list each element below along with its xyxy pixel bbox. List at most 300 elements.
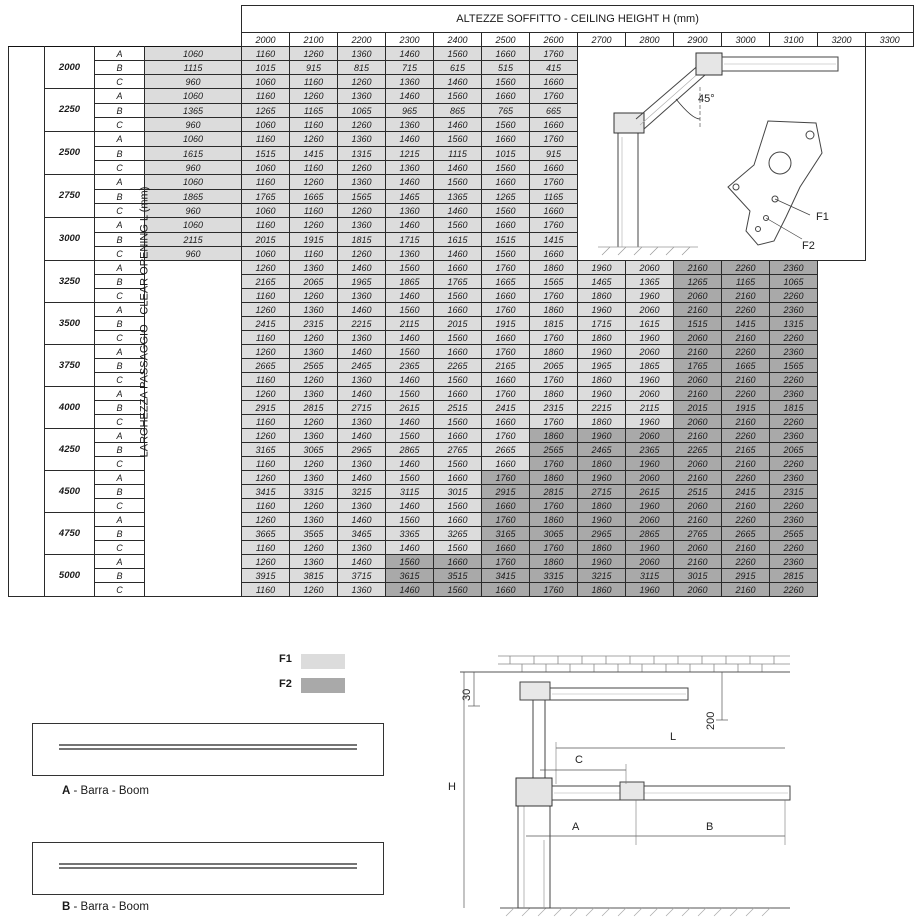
value-cell: 1260 <box>338 204 386 218</box>
value-cell: 1560 <box>482 204 530 218</box>
value-cell: 1260 <box>290 132 338 147</box>
value-cell: 3665 <box>242 527 290 541</box>
value-cell: 2715 <box>578 485 626 499</box>
value-cell: 1265 <box>482 190 530 204</box>
value-cell: 960 <box>145 204 242 218</box>
value-cell: 1060 <box>145 47 242 61</box>
value-cell: 1960 <box>578 345 626 359</box>
row-letter: C <box>95 541 145 555</box>
value-cell: 915 <box>290 61 338 75</box>
ceiling-bricks <box>498 656 790 672</box>
table-row <box>9 569 914 583</box>
value-cell: 1915 <box>482 317 530 331</box>
row-letter: B <box>95 233 145 247</box>
value-cell: 1415 <box>290 147 338 161</box>
value-cell: 1360 <box>290 387 338 401</box>
value-cell: 1260 <box>242 345 290 359</box>
value-cell: 2160 <box>722 457 770 471</box>
value-cell: 1660 <box>482 331 530 345</box>
table-row <box>9 583 914 597</box>
value-cell: 1760 <box>482 471 530 485</box>
boom-a-lines <box>33 724 383 775</box>
value-cell: 1760 <box>530 175 578 190</box>
value-cell: 2565 <box>770 527 818 541</box>
value-cell: 1660 <box>530 161 578 175</box>
value-cell: 1560 <box>386 261 434 275</box>
value-cell: 3815 <box>290 569 338 583</box>
value-cell: 1360 <box>290 555 338 569</box>
value-cell: 2260 <box>722 429 770 443</box>
value-cell: 2160 <box>722 289 770 303</box>
value-cell: 1460 <box>434 118 482 132</box>
value-cell: 965 <box>386 104 434 118</box>
value-cell: 1660 <box>482 175 530 190</box>
value-cell: 2665 <box>482 443 530 457</box>
value-cell: 1465 <box>386 190 434 204</box>
value-cell: 1360 <box>338 175 386 190</box>
value-cell: 2115 <box>386 317 434 331</box>
value-cell: 1615 <box>145 147 242 161</box>
boom-b-letter: B <box>62 901 71 913</box>
value-cell: 2160 <box>722 541 770 555</box>
value-cell: 2165 <box>242 275 290 289</box>
value-cell: 1960 <box>626 541 674 555</box>
row-letter: A <box>95 555 145 569</box>
value-cell: 1660 <box>434 513 482 527</box>
value-cell: 1960 <box>578 387 626 401</box>
value-cell: 2160 <box>722 499 770 513</box>
value-cell: 2160 <box>674 345 722 359</box>
figure-f1: F1 <box>816 211 829 223</box>
value-cell: 1660 <box>482 89 530 104</box>
value-cell: 615 <box>434 61 482 75</box>
value-cell: 2515 <box>674 485 722 499</box>
value-cell: 1365 <box>145 104 242 118</box>
value-cell: 3615 <box>386 569 434 583</box>
value-cell: 3115 <box>386 485 434 499</box>
value-cell: 1460 <box>386 132 434 147</box>
value-cell: 3265 <box>434 527 482 541</box>
value-cell: 3165 <box>242 443 290 457</box>
value-cell: 1260 <box>290 499 338 513</box>
legend-f1-label: F1 <box>279 653 292 665</box>
value-cell: 2965 <box>578 527 626 541</box>
value-cell: 2665 <box>722 527 770 541</box>
value-cell: 2715 <box>338 401 386 415</box>
row-letter: A <box>95 47 145 61</box>
height-header: 3000 <box>722 33 770 47</box>
value-cell: 1360 <box>338 499 386 513</box>
boom-a-text: - Barra - Boom <box>70 785 149 797</box>
value-cell: 1160 <box>242 541 290 555</box>
value-cell: 1960 <box>578 471 626 485</box>
value-cell: 2260 <box>770 541 818 555</box>
value-cell: 960 <box>145 247 242 261</box>
row-letter: A <box>95 303 145 317</box>
value-cell: 1960 <box>578 555 626 569</box>
row-letter: C <box>95 499 145 513</box>
value-cell: 1565 <box>530 275 578 289</box>
value-cell: 1260 <box>290 373 338 387</box>
value-cell: 1865 <box>145 190 242 204</box>
value-cell: 1360 <box>338 89 386 104</box>
value-cell: 1665 <box>290 190 338 204</box>
opening-value: 4000 <box>45 387 95 429</box>
opening-value: 3500 <box>45 303 95 345</box>
value-cell: 2215 <box>578 401 626 415</box>
value-cell: 1315 <box>338 147 386 161</box>
empty-block <box>145 261 242 597</box>
value-cell: 2160 <box>722 415 770 429</box>
value-cell: 3165 <box>482 527 530 541</box>
row-letter: B <box>95 190 145 204</box>
legend-f2-label: F2 <box>279 678 292 690</box>
opening-value: 4750 <box>45 513 95 555</box>
value-cell: 1165 <box>530 190 578 204</box>
table-row <box>9 485 914 499</box>
value-cell: 1460 <box>338 345 386 359</box>
row-letter: A <box>95 218 145 233</box>
value-cell: 2160 <box>674 513 722 527</box>
value-cell: 1360 <box>386 247 434 261</box>
value-cell: 1060 <box>242 204 290 218</box>
boom-a-letter: A <box>62 785 71 797</box>
boom-a-label <box>62 785 149 797</box>
value-cell: 1960 <box>626 331 674 345</box>
value-cell: 1160 <box>242 499 290 513</box>
value-cell: 1660 <box>530 118 578 132</box>
value-cell: 1060 <box>145 175 242 190</box>
value-cell: 1560 <box>434 89 482 104</box>
value-cell: 960 <box>145 161 242 175</box>
value-cell: 1660 <box>530 204 578 218</box>
value-cell: 1860 <box>578 373 626 387</box>
value-cell: 1460 <box>338 555 386 569</box>
value-cell: 1760 <box>530 289 578 303</box>
value-cell: 1560 <box>434 47 482 61</box>
value-cell: 1365 <box>626 275 674 289</box>
value-cell: 1860 <box>530 345 578 359</box>
row-letter: A <box>95 175 145 190</box>
value-cell: 1015 <box>242 61 290 75</box>
value-cell: 1515 <box>482 233 530 247</box>
boom-a-drawing <box>32 723 384 776</box>
row-letter: B <box>95 317 145 331</box>
value-cell: 2260 <box>722 471 770 485</box>
row-letter: B <box>95 275 145 289</box>
value-cell: 2360 <box>770 471 818 485</box>
value-cell: 1860 <box>578 289 626 303</box>
value-cell: 2160 <box>722 373 770 387</box>
value-cell: 3315 <box>530 569 578 583</box>
value-cell: 1460 <box>386 499 434 513</box>
opening-value: 2750 <box>45 175 95 218</box>
value-cell: 1260 <box>290 331 338 345</box>
value-cell: 2315 <box>770 485 818 499</box>
value-cell: 1360 <box>290 303 338 317</box>
value-cell: 1360 <box>338 47 386 61</box>
value-cell: 2365 <box>626 443 674 457</box>
value-cell: 1765 <box>674 359 722 373</box>
value-cell: 3515 <box>434 569 482 583</box>
row-letter: B <box>95 104 145 118</box>
value-cell: 3015 <box>434 485 482 499</box>
row-letter: C <box>95 289 145 303</box>
value-cell: 3015 <box>674 569 722 583</box>
height-header: 2200 <box>338 33 386 47</box>
value-cell: 1260 <box>290 415 338 429</box>
value-cell: 1465 <box>578 275 626 289</box>
value-cell: 1760 <box>482 261 530 275</box>
value-cell: 915 <box>530 147 578 161</box>
value-cell: 2665 <box>242 359 290 373</box>
value-cell: 1460 <box>434 75 482 89</box>
value-cell: 2260 <box>722 303 770 317</box>
value-cell: 1860 <box>530 261 578 275</box>
opening-value: 2250 <box>45 89 95 132</box>
value-cell: 1860 <box>530 513 578 527</box>
opening-value: 4500 <box>45 471 95 513</box>
value-cell: 1660 <box>434 345 482 359</box>
value-cell: 2060 <box>674 415 722 429</box>
row-letter: A <box>95 261 145 275</box>
value-cell: 1765 <box>434 275 482 289</box>
value-cell: 3365 <box>386 527 434 541</box>
value-cell: 2060 <box>674 289 722 303</box>
value-cell: 1760 <box>530 132 578 147</box>
value-cell: 1860 <box>530 303 578 317</box>
value-cell: 1065 <box>338 104 386 118</box>
value-cell: 1560 <box>434 541 482 555</box>
dim-C: C <box>575 754 583 766</box>
value-cell: 1660 <box>482 541 530 555</box>
value-cell: 1615 <box>626 317 674 331</box>
value-cell: 1765 <box>242 190 290 204</box>
value-cell: 1960 <box>578 429 626 443</box>
value-cell: 1960 <box>626 373 674 387</box>
figure-f2: F2 <box>802 240 815 252</box>
value-cell: 1560 <box>434 331 482 345</box>
value-cell: 1260 <box>290 175 338 190</box>
value-cell: 1060 <box>145 132 242 147</box>
value-cell: 1265 <box>242 104 290 118</box>
value-cell: 2615 <box>386 401 434 415</box>
dim-B: B <box>706 821 714 833</box>
value-cell: 3915 <box>242 569 290 583</box>
value-cell: 3415 <box>482 569 530 583</box>
value-cell: 715 <box>386 61 434 75</box>
value-cell: 1360 <box>290 513 338 527</box>
legend-f2-swatch <box>301 678 345 693</box>
value-cell: 1360 <box>338 457 386 471</box>
value-cell: 1760 <box>530 499 578 513</box>
value-cell: 2415 <box>482 401 530 415</box>
value-cell: 1660 <box>482 132 530 147</box>
value-cell: 2260 <box>770 289 818 303</box>
value-cell: 2060 <box>674 457 722 471</box>
legend-f1-swatch <box>301 654 345 669</box>
value-cell: 3465 <box>338 527 386 541</box>
boom-b-label <box>62 901 149 913</box>
value-cell: 2065 <box>530 359 578 373</box>
value-cell: 1560 <box>434 499 482 513</box>
value-cell: 1560 <box>386 555 434 569</box>
value-cell: 2260 <box>722 345 770 359</box>
row-letter: C <box>95 161 145 175</box>
value-cell: 2265 <box>674 443 722 457</box>
value-cell: 1965 <box>578 359 626 373</box>
value-cell: 1360 <box>338 331 386 345</box>
value-cell: 1160 <box>242 289 290 303</box>
table-row <box>9 555 914 569</box>
value-cell: 2360 <box>770 261 818 275</box>
value-cell: 1960 <box>578 303 626 317</box>
row-letter: A <box>95 429 145 443</box>
value-cell: 1160 <box>242 331 290 345</box>
value-cell: 2360 <box>770 387 818 401</box>
boom-b-drawing <box>32 842 384 895</box>
value-cell: 1660 <box>482 457 530 471</box>
value-cell: 1660 <box>482 47 530 61</box>
row-letter: B <box>95 359 145 373</box>
value-cell: 1260 <box>290 583 338 597</box>
value-cell: 1160 <box>242 89 290 104</box>
value-cell: 1915 <box>290 233 338 247</box>
value-cell: 960 <box>145 118 242 132</box>
value-cell: 3065 <box>530 527 578 541</box>
value-cell: 1460 <box>386 583 434 597</box>
value-cell: 1860 <box>530 429 578 443</box>
value-cell: 2265 <box>434 359 482 373</box>
value-cell: 1760 <box>530 218 578 233</box>
figure-angle: 45° <box>698 93 715 105</box>
value-cell: 1860 <box>578 583 626 597</box>
value-cell: 2060 <box>626 303 674 317</box>
value-cell: 1660 <box>434 471 482 485</box>
value-cell: 1260 <box>290 89 338 104</box>
value-cell: 2865 <box>626 527 674 541</box>
row-letter: B <box>95 443 145 457</box>
value-cell: 1415 <box>530 233 578 247</box>
value-cell: 1260 <box>290 289 338 303</box>
value-cell: 2465 <box>338 359 386 373</box>
value-cell: 1165 <box>290 104 338 118</box>
value-cell: 1560 <box>386 513 434 527</box>
installation-diagram <box>440 650 820 918</box>
value-cell: 765 <box>482 104 530 118</box>
value-cell: 1760 <box>530 47 578 61</box>
value-cell: 2060 <box>626 345 674 359</box>
value-cell: 1160 <box>290 118 338 132</box>
value-cell: 1360 <box>386 204 434 218</box>
row-letter: A <box>95 89 145 104</box>
value-cell: 1360 <box>338 583 386 597</box>
value-cell: 1160 <box>242 583 290 597</box>
dim-L: L <box>670 731 677 743</box>
value-cell: 1260 <box>290 457 338 471</box>
value-cell: 1560 <box>386 387 434 401</box>
value-cell: 1165 <box>722 275 770 289</box>
value-cell: 2765 <box>674 527 722 541</box>
height-header: 2100 <box>290 33 338 47</box>
value-cell: 2160 <box>674 261 722 275</box>
value-cell: 2015 <box>674 401 722 415</box>
value-cell: 1560 <box>434 175 482 190</box>
value-cell: 1260 <box>338 118 386 132</box>
value-cell: 2060 <box>674 373 722 387</box>
ceiling-height-title: ALTEZZE SOFFITTO - CEILING HEIGHT H (mm) <box>242 6 914 33</box>
ground-hatch <box>506 908 770 916</box>
row-letter: B <box>95 527 145 541</box>
value-cell: 3065 <box>290 443 338 457</box>
value-cell: 1665 <box>722 359 770 373</box>
value-cell: 1560 <box>434 457 482 471</box>
value-cell: 3415 <box>242 485 290 499</box>
value-cell: 1260 <box>242 429 290 443</box>
value-cell: 3565 <box>290 527 338 541</box>
value-cell: 1360 <box>338 218 386 233</box>
value-cell: 1660 <box>434 303 482 317</box>
value-cell: 1460 <box>338 387 386 401</box>
value-cell: 1865 <box>386 275 434 289</box>
value-cell: 1060 <box>145 218 242 233</box>
opening-value: 3750 <box>45 345 95 387</box>
value-cell: 1915 <box>722 401 770 415</box>
dim-30: 30 <box>461 688 473 701</box>
value-cell: 1660 <box>482 583 530 597</box>
value-cell: 1460 <box>386 218 434 233</box>
value-cell: 1760 <box>530 331 578 345</box>
value-cell: 1160 <box>242 47 290 61</box>
side-label: LARGHEZZA PASSAGGIO - CLEAR OPENING L (mm) <box>138 186 151 457</box>
row-letter: B <box>95 147 145 161</box>
value-cell: 1760 <box>482 387 530 401</box>
value-cell: 1860 <box>578 331 626 345</box>
value-cell: 2060 <box>626 429 674 443</box>
dim-A: A <box>572 821 580 833</box>
value-cell: 1460 <box>386 415 434 429</box>
value-cell: 1760 <box>482 555 530 569</box>
value-cell: 1060 <box>242 161 290 175</box>
value-cell: 2160 <box>674 555 722 569</box>
opening-value: 3000 <box>45 218 95 261</box>
value-cell: 2315 <box>290 317 338 331</box>
value-cell: 1760 <box>530 457 578 471</box>
value-cell: 2115 <box>145 233 242 247</box>
value-cell: 1660 <box>434 261 482 275</box>
value-cell: 3215 <box>578 569 626 583</box>
value-cell: 2360 <box>770 345 818 359</box>
value-cell: 1615 <box>434 233 482 247</box>
value-cell: 2415 <box>722 485 770 499</box>
value-cell: 1460 <box>386 289 434 303</box>
value-cell: 1460 <box>386 541 434 555</box>
value-cell: 1760 <box>530 89 578 104</box>
dim-200: 200 <box>705 711 717 730</box>
row-letter: C <box>95 331 145 345</box>
value-cell: 1260 <box>338 75 386 89</box>
value-cell: 1460 <box>338 261 386 275</box>
value-cell: 2160 <box>722 583 770 597</box>
value-cell: 1115 <box>145 61 242 75</box>
value-cell: 1960 <box>626 415 674 429</box>
value-cell: 1560 <box>434 289 482 303</box>
value-cell: 1815 <box>338 233 386 247</box>
value-cell: 1860 <box>530 555 578 569</box>
row-letter: B <box>95 485 145 499</box>
table-row <box>9 471 914 485</box>
value-cell: 1160 <box>242 415 290 429</box>
